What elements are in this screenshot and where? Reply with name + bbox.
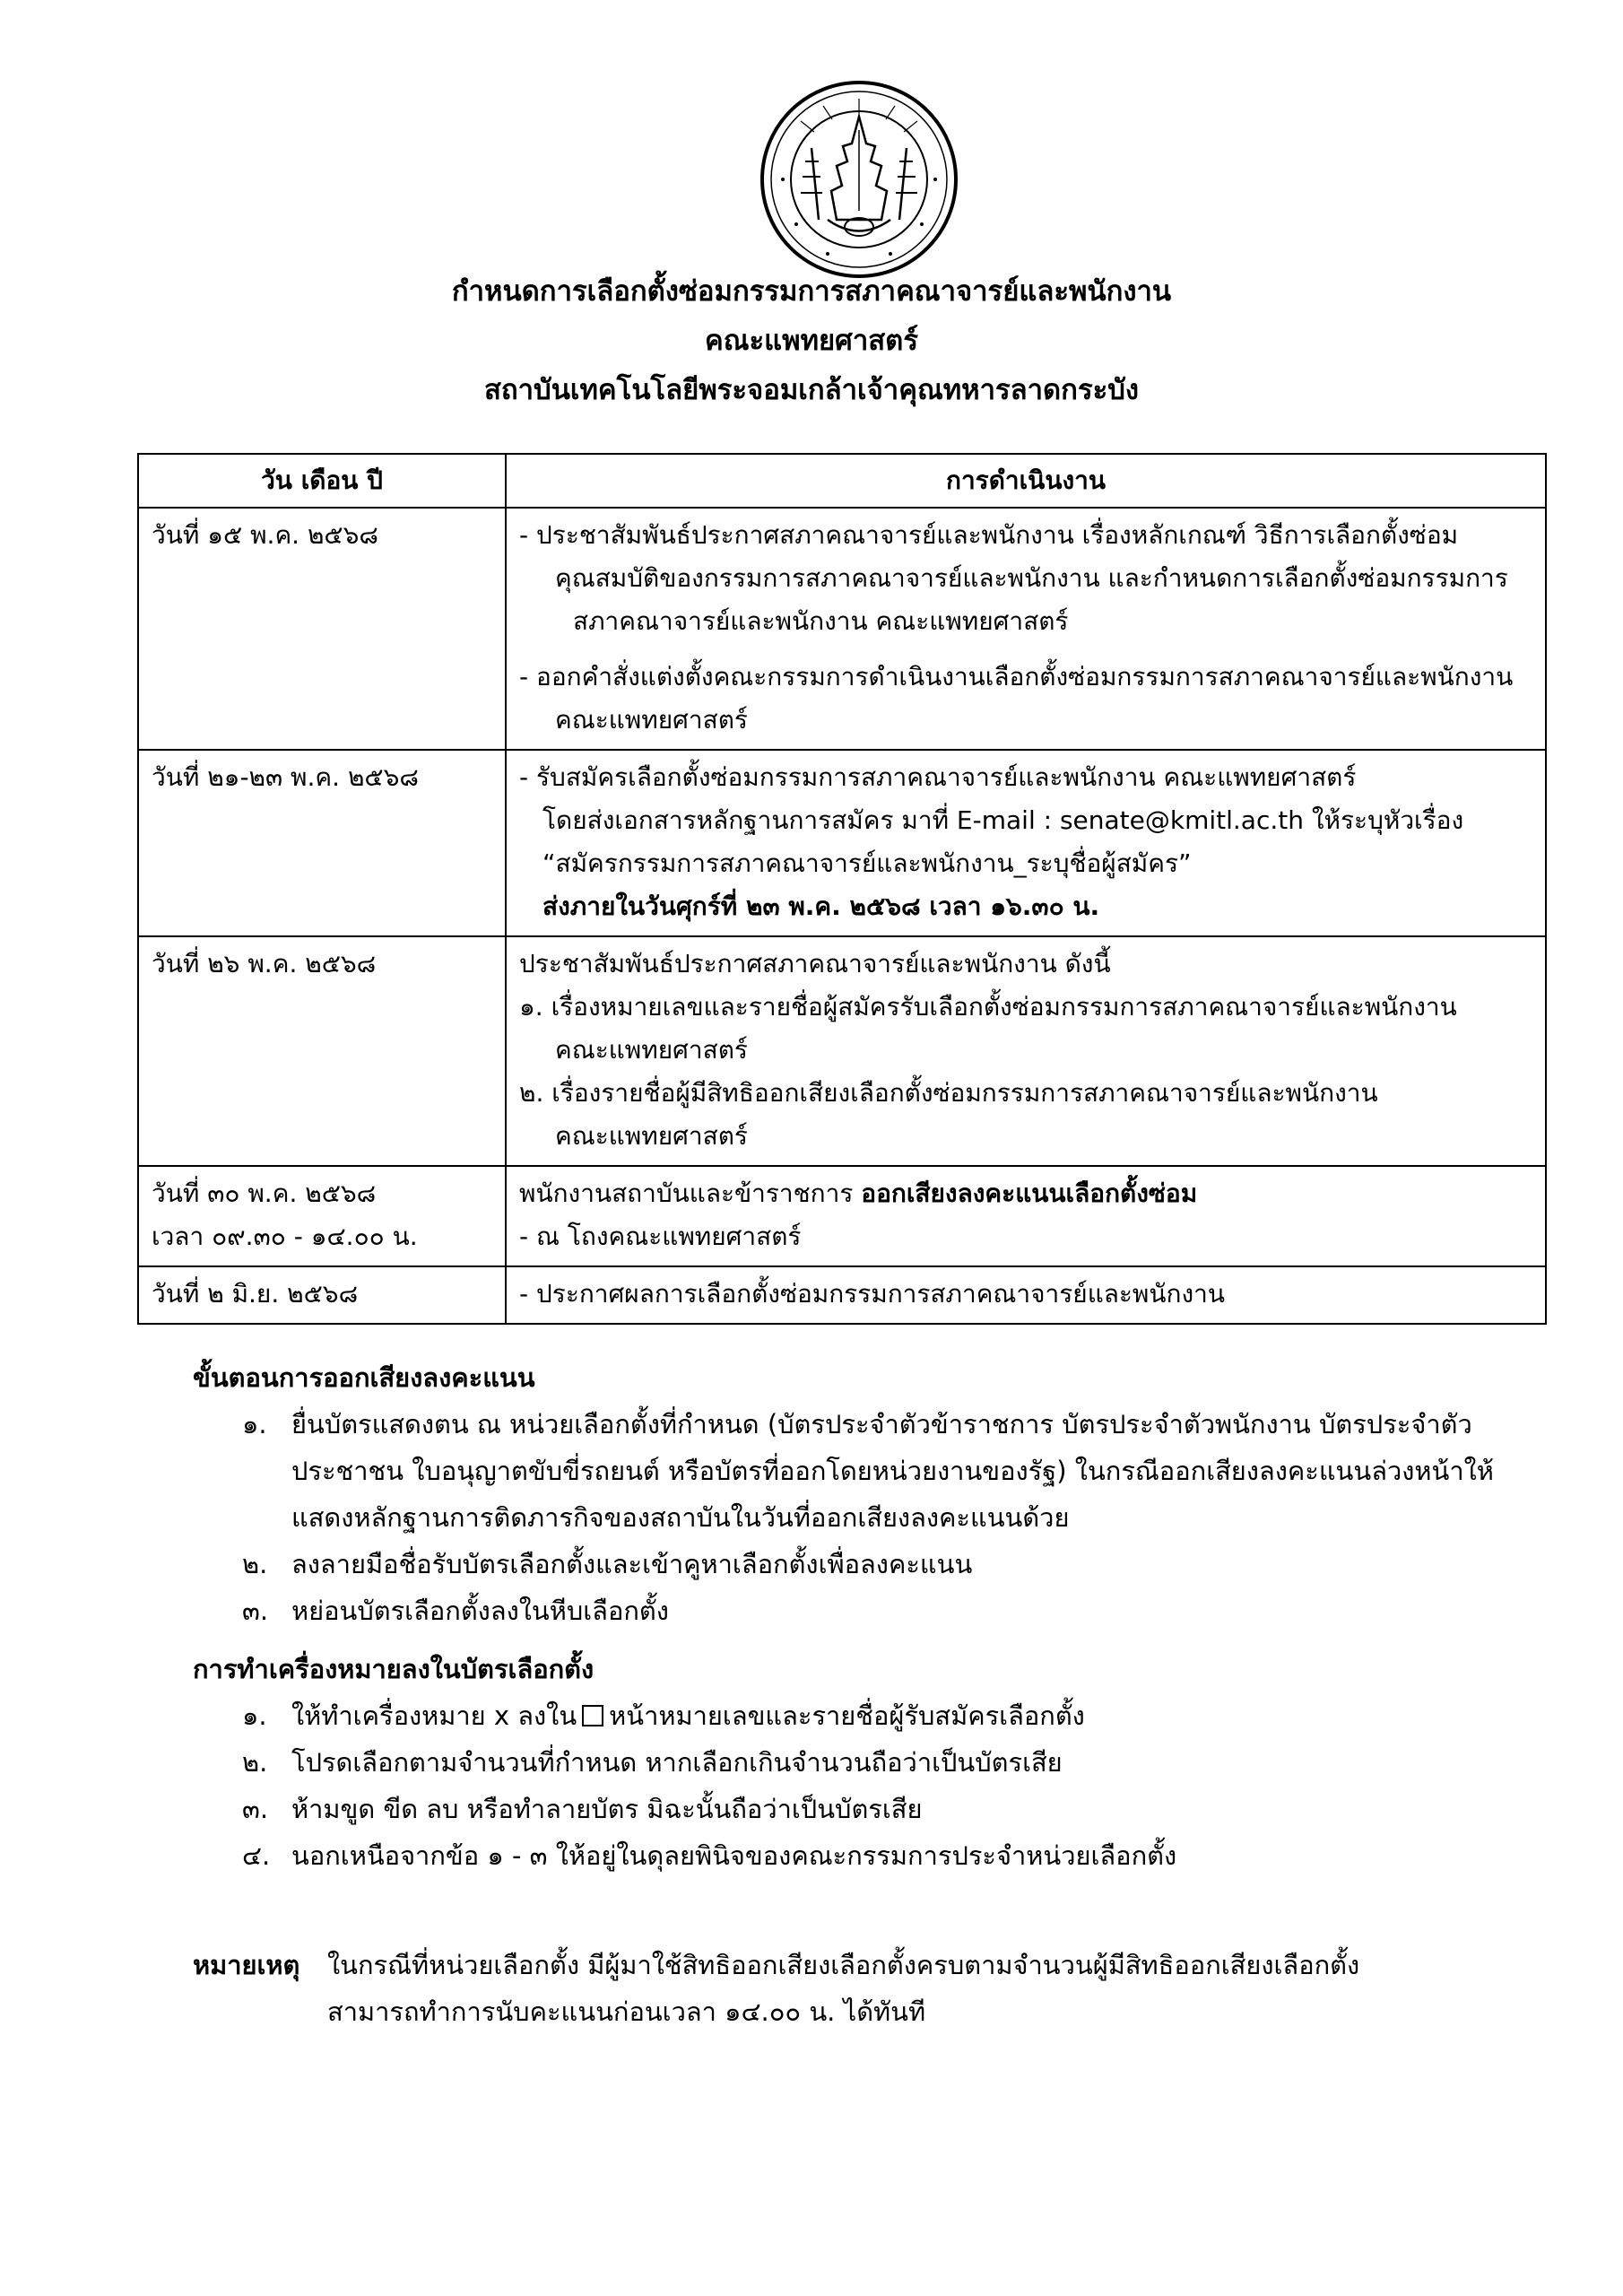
date-text: วันที่ ๓๐ พ.ค. ๒๕๖๘ xyxy=(152,1178,377,1208)
action-line: ประชาสัมพันธ์ประกาศสภาคณาจารย์และพนักงาน ดังนี้ xyxy=(519,949,1111,978)
item-number: ๑. xyxy=(242,1409,267,1439)
list-item xyxy=(193,1832,1556,1879)
item-number: ๓. xyxy=(242,1794,269,1824)
item-line: แสดงหลักฐานการติดภารกิจของสถาบันในวันที่ออกเสียงลงคะแนนด้วย xyxy=(291,1502,1070,1533)
item-line: ประชาชน ใบอนุญาตขับขี่รถยนต์ หรือบัตรที่ออกโดยหน่วยงานของรัฐ) ในกรณีออกเสียงลงคะแนนล่วงหน้าให้ xyxy=(291,1456,1494,1486)
action-line: สภาคณาจารย์และพนักงาน คณะแพทยศาสตร์ xyxy=(573,606,1069,636)
time-text: เวลา ๐๙.๓๐ - ๑๔.๐๐ น. xyxy=(152,1222,418,1251)
table-header-row xyxy=(138,454,1546,508)
voting-steps-heading: ขั้นตอนการออกเสียงลงคะแนน xyxy=(193,1362,535,1393)
list-item xyxy=(193,1786,1556,1832)
note-line: ในกรณีที่หน่วยเลือกตั้ง มีผู้มาใช้สิทธิออกเสียงเลือกตั้งครบตามจำนวนผู้มีสิทธิออกเสียงเลือกตั้ง xyxy=(327,1950,1360,1980)
date-text: วันที่ ๑๕ พ.ค. ๒๕๖๘ xyxy=(152,520,378,550)
list-item xyxy=(193,1587,1556,1634)
date-text: วันที่ ๒ มิ.ย. ๒๕๖๘ xyxy=(152,1279,359,1309)
action-line: - ออกคำสั่งแต่งตั้งคณะกรรมการดำเนินงานเลือกตั้งซ่อมกรรมการสภาคณาจารย์และพนักงาน xyxy=(519,662,1514,691)
action-line: พนักงานสถาบันและข้าราชการ xyxy=(519,1178,854,1208)
date-cell xyxy=(138,936,506,1166)
action-line: “สมัครกรรมการสภาคณาจารย์และพนักงาน_ระบุชื่อผู้สมัคร” xyxy=(542,848,1192,878)
table-row xyxy=(138,508,1546,750)
item-number: ๒. xyxy=(242,1747,268,1778)
date-cell xyxy=(138,750,506,936)
item-text: นอกเหนือจากข้อ ๑ - ๓ ให้อยู่ในดุลยพินิจของคณะกรรมการประจำหน่วยเลือกตั้ง xyxy=(291,1840,1177,1871)
item-text: หน้าหมายเลขและรายชื่อผู้รับสมัครเลือกตั้ง xyxy=(609,1700,1085,1731)
action-line: คณะแพทยศาสตร์ xyxy=(555,1035,748,1065)
action-line: คณะแพทยศาสตร์ xyxy=(555,1121,748,1151)
action-line: - ประกาศผลการเลือกตั้งซ่อมกรรมการสภาคณาจารย์และพนักงาน xyxy=(519,1279,1226,1309)
title-line-1: กำหนดการเลือกตั้งซ่อมกรรมการสภาคณาจารย์และพนักงาน xyxy=(451,275,1172,308)
item-number: ๒. xyxy=(242,1549,268,1579)
item-text: ให้ทำเครื่องหมาย x ลงใน xyxy=(291,1700,577,1731)
action-cell xyxy=(506,1266,1546,1324)
item-text: โปรดเลือกตามจำนวนที่กำหนด หากเลือกเกินจำนวนถือว่าเป็นบัตรเสีย xyxy=(291,1747,1063,1778)
table-row xyxy=(138,936,1546,1166)
item-number: ๔. xyxy=(242,1840,271,1871)
action-line: คณะแพทยศาสตร์ xyxy=(555,705,748,735)
action-line: - ประชาสัมพันธ์ประกาศสภาคณาจารย์และพนักงาน เรื่องหลักเกณฑ์ วิธีการเลือกตั้งซ่อม xyxy=(519,520,1459,550)
action-line: ๑. เรื่องหมายเลขและรายชื่อผู้สมัครรับเลือกตั้งซ่อมกรรมการสภาคณาจารย์และพนักงาน xyxy=(519,992,1457,1022)
action-line: คุณสมบัติของกรรมการสภาคณาจารย์และพนักงาน และกำหนดการเลือกตั้งซ่อมกรรมการ xyxy=(555,563,1508,593)
item-number: ๓. xyxy=(242,1596,269,1626)
checkbox-icon xyxy=(582,1705,603,1726)
action-line: โดยส่งเอกสารหลักฐานการสมัคร มาที่ E-mail : senate@kmitl.ac.th ให้ระบุหัวเรื่อง xyxy=(542,805,1464,835)
table-row xyxy=(138,1166,1546,1266)
item-text: ห้ามขูด ขีด ลบ หรือทำลายบัตร มิฉะนั้นถือว่าเป็นบัตรเสีย xyxy=(291,1794,923,1824)
action-cell xyxy=(506,508,1546,750)
kmitl-seal-icon xyxy=(756,76,962,283)
date-cell xyxy=(138,1266,506,1324)
list-item xyxy=(193,1541,1556,1587)
deadline-text: ส่งภายในวันศุกร์ที่ ๒๓ พ.ค. ๒๕๖๘ เวลา ๑๖.๓๐ น. xyxy=(542,891,1100,921)
list-item xyxy=(193,1739,1556,1786)
note-line: สามารถทำการนับคะแนนก่อนเวลา ๑๔.๐๐ น. ได้ทันที xyxy=(327,1996,926,2027)
date-cell xyxy=(138,508,506,750)
item-line: หย่อนบัตรเลือกตั้งลงในหีบเลือกตั้ง xyxy=(291,1596,669,1626)
action-line: ๒. เรื่องรายชื่อผู้มีสิทธิออกเสียงเลือกตั้งซ่อมกรรมการสภาคณาจารย์และพนักงาน xyxy=(519,1078,1378,1108)
marking-heading: การทำเครื่องหมายลงในบัตรเลือกตั้ง xyxy=(193,1654,595,1684)
table-row xyxy=(138,1266,1546,1324)
item-line: ลงลายมือชื่อรับบัตรเลือกตั้งและเข้าคูหาเลือกตั้งเพื่อลงคะแนน xyxy=(291,1549,973,1579)
action-cell xyxy=(506,936,1546,1166)
item-line: ยื่นบัตรแสดงตน ณ หน่วยเลือกตั้งที่กำหนด (บัตรประจำตัวข้าราชการ บัตรประจำตัวพนักงาน บัตรประจำตัว xyxy=(291,1409,1472,1439)
table-row xyxy=(138,750,1546,936)
voting-emphasis: ออกเสียงลงคะแนนเลือกตั้งซ่อม xyxy=(861,1178,1198,1208)
action-cell xyxy=(506,750,1546,936)
action-column-header: การดำเนินงาน xyxy=(506,454,1546,508)
date-text: วันที่ ๒๖ พ.ค. ๒๕๖๘ xyxy=(152,949,377,978)
list-item xyxy=(193,1401,1556,1541)
title-line-2: คณะแพทยศาสตร์ xyxy=(705,325,918,357)
action-line: - รับสมัครเลือกตั้งซ่อมกรรมการสภาคณาจารย์และพนักงาน คณะแพทยศาสตร์ xyxy=(519,762,1357,792)
list-item xyxy=(193,1692,1556,1739)
note-label: หมายเหตุ xyxy=(193,1950,300,1980)
schedule-table xyxy=(137,453,1547,1325)
marking-section xyxy=(193,1646,1556,1879)
action-cell xyxy=(506,1166,1546,1266)
title-line-3: สถาบันเทคโนโลยีพระจอมเกล้าเจ้าคุณทหารลาดกระบัง xyxy=(483,374,1140,406)
date-text: วันที่ ๒๑-๒๓ พ.ค. ๒๕๖๘ xyxy=(152,762,419,792)
date-cell xyxy=(138,1166,506,1266)
voting-steps-section xyxy=(193,1354,1556,1634)
date-column-header: วัน เดือน ปี xyxy=(138,454,506,508)
action-line: - ณ โถงคณะแพทยศาสตร์ xyxy=(519,1222,802,1251)
item-number: ๑. xyxy=(242,1700,267,1731)
